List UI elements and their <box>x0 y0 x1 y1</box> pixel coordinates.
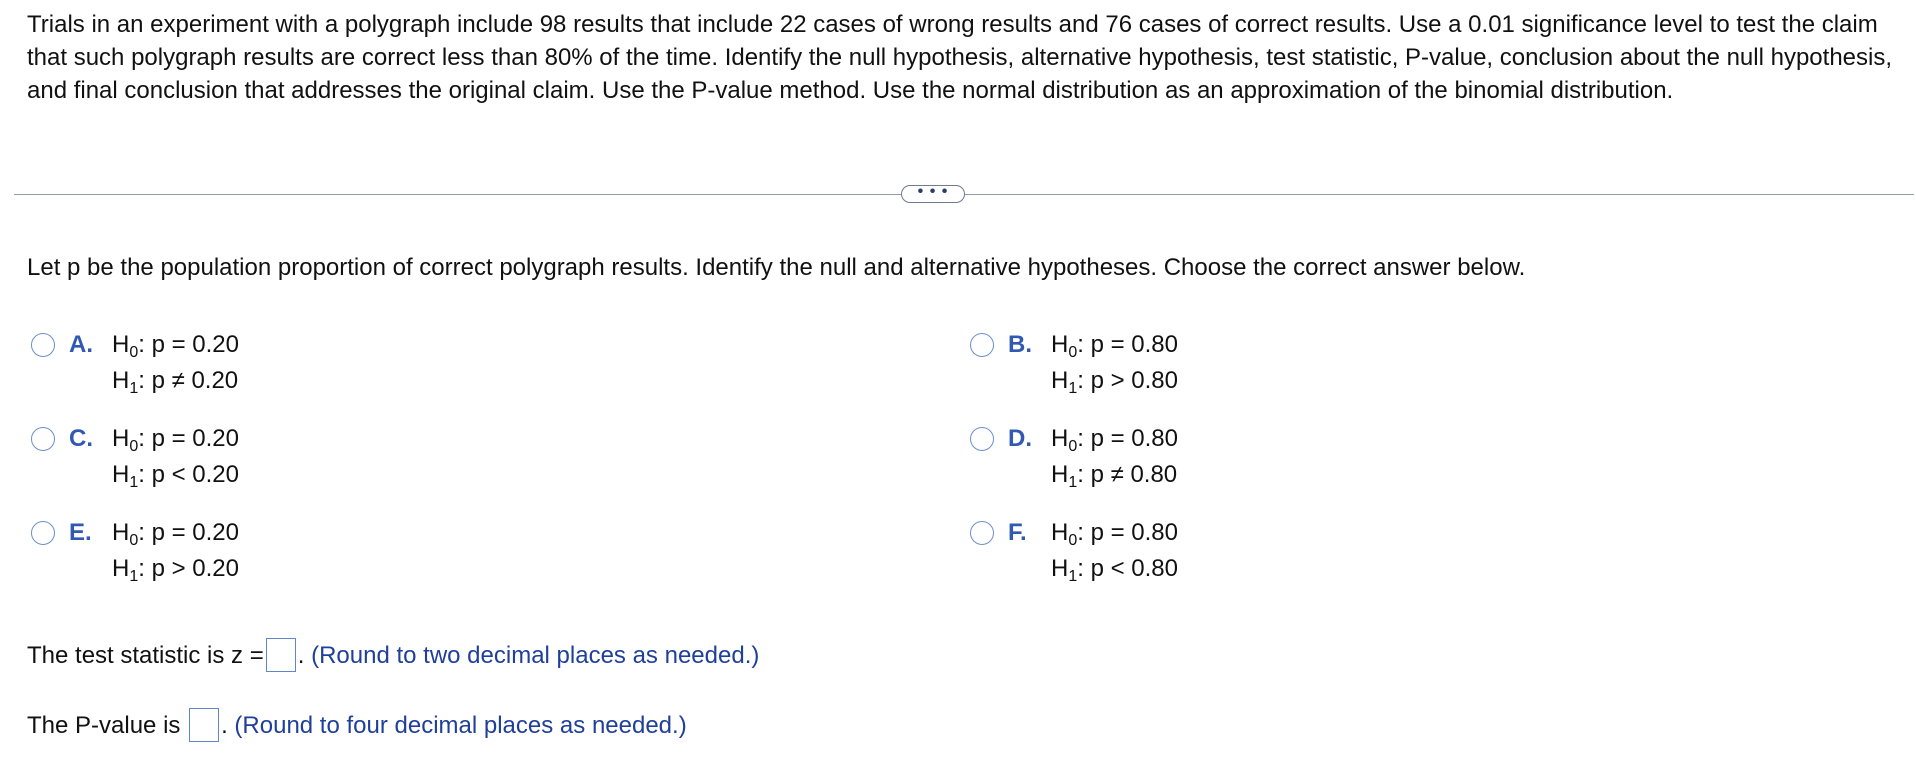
option-letter: A. <box>69 331 93 358</box>
radio-button-a[interactable] <box>31 333 55 357</box>
radio-button-c[interactable] <box>31 427 55 451</box>
problem-statement: Trials in an experiment with a polygraph include 98 results that include 22 cases of wrong results and 76 cases of correct results. Use a 0.01 significance level to test the claim that such polygraph results are correct less than 80% of the time. Identify the null hypothesis, alternative hypothesis, test statistic, P-value, conclusion about the null hypothesis, and final conclusion that addresses the original claim. Use the P-value method. Use the normal distribution as an approximation of the binomial distribution. <box>27 11 1893 104</box>
alternative-hypothesis: $H_1$: p > 0.20 <box>112 555 239 585</box>
null-hypothesis: $H_0$: p = 0.80 <box>1051 425 1178 455</box>
alternative-hypothesis: $H_1$: p ≠ 0.80 <box>1051 461 1178 491</box>
period: . <box>297 642 305 669</box>
option-b[interactable] <box>970 330 1370 406</box>
test-statistic-row <box>27 638 759 672</box>
option-letter: E. <box>69 519 92 546</box>
question-prompt: Let p be the population proportion of correct polygraph results. Identify the null and alternative hypotheses. Choose the correct answer below. <box>27 254 1526 281</box>
radio-button-d[interactable] <box>970 427 994 451</box>
option-letter: D. <box>1008 425 1032 452</box>
null-hypothesis: $H_0$: p = 0.20 <box>112 425 239 455</box>
option-c[interactable] <box>31 424 431 500</box>
option-letter: B. <box>1008 331 1032 358</box>
null-hypothesis: $H_0$: p = 0.80 <box>1051 331 1178 361</box>
p-value-row <box>27 708 687 742</box>
alternative-hypothesis: $H_1$: p < 0.80 <box>1051 555 1178 585</box>
radio-button-e[interactable] <box>31 521 55 545</box>
test-statistic-input[interactable] <box>266 638 296 672</box>
test-statistic-label: The test statistic is z = <box>27 642 264 669</box>
period: . <box>221 712 228 739</box>
option-d[interactable] <box>970 424 1370 500</box>
p-value-input[interactable] <box>189 708 219 742</box>
alternative-hypothesis: $H_1$: p > 0.80 <box>1051 367 1178 397</box>
option-e[interactable] <box>31 518 431 594</box>
alternative-hypothesis: $H_1$: p ≠ 0.20 <box>112 367 239 397</box>
alternative-hypothesis: $H_1$: p < 0.20 <box>112 461 239 491</box>
rounding-hint: (Round to four decimal places as needed.) <box>234 712 687 739</box>
option-letter: F. <box>1008 519 1027 546</box>
p-value-label: The P-value is <box>27 712 181 739</box>
option-a[interactable] <box>31 330 431 406</box>
option-f[interactable] <box>970 518 1370 594</box>
null-hypothesis: $H_0$: p = 0.20 <box>112 519 239 549</box>
expand-ellipsis-button[interactable]: • • • <box>901 185 965 203</box>
rounding-hint: (Round to two decimal places as needed.) <box>311 642 760 669</box>
option-letter: C. <box>69 425 93 452</box>
null-hypothesis: $H_0$: p = 0.20 <box>112 331 239 361</box>
radio-button-b[interactable] <box>970 333 994 357</box>
null-hypothesis: $H_0$: p = 0.80 <box>1051 519 1178 549</box>
radio-button-f[interactable] <box>970 521 994 545</box>
